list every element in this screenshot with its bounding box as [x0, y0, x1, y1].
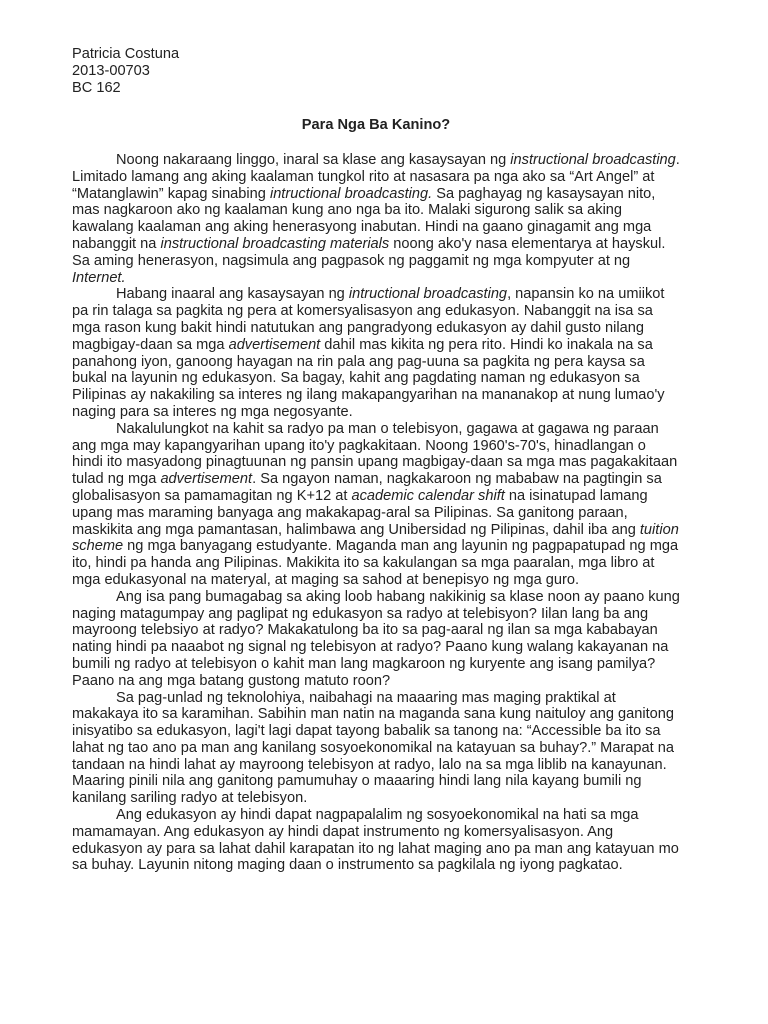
italic-term: tuition scheme [72, 521, 679, 555]
body-paragraph [72, 589, 680, 690]
text-run: Habang inaaral ang kasaysayan ng [116, 286, 349, 303]
text-run: . Limitado lamang ang aking kaalaman tungkol rito at nasasara pa nga ako sa “Art Angel” at “Matanglawin” kapag sinabing [72, 152, 680, 202]
italic-term: Internet. [72, 269, 126, 286]
body-paragraph [72, 690, 680, 808]
text-run: Noong nakaraang linggo, inaral sa klase ang kasaysayan ng [116, 152, 511, 168]
author-block [72, 46, 680, 97]
body-paragraph [72, 421, 680, 589]
text-run: Ang isa pang bumagabag sa aking loob habang nakikinig sa klase noon ay paano kung naging matagumpay ang paglipat ng edukasyon sa radyo at telebisyon? Iilan lang ba ang mayroong telebsiyo at radyo? Makakatulong ba ito sa pag-aaral ng ilan sa mga kababayan nating hindi pa naaabot ng signal ng telebisyon at radyo? Paano kung walang kakayanan na bumili ng radyo at telebisyon o kahit man lang magkaroon ng kuryente ang isang pamilya? Paano na ang mga batang gustong matuto roon? [72, 588, 680, 689]
essay-title: Para Nga Ba Kanino? [301, 117, 451, 133]
body-paragraph [72, 286, 680, 420]
body-paragraph [72, 807, 680, 874]
italic-term: instructional broadcasting materials [160, 235, 390, 252]
text-run: ng mga banyagang estudyante. Maganda man ang layunin ng pagpapatupad ng mga ito, hindi pa handa ang Pilipinas. Makikita ito sa kakulangan sa mga paaralan, mga libro at mga edukasyonal na materyal, at maging sa sahod at benepisyo ng mga guro. [72, 538, 679, 588]
text-run: Sa pag-unlad ng teknolohiya, naibahagi na maaaring mas maging praktikal at makakaya ito sa karamihan. Sabihin man natin na maganda sana kung naituloy ang ganitong inisyatibo sa edukasyon, lagi't lagi dapat tayong babalik sa tanong na: “Accessible ba ito sa lahat ng tao ano pa man ang kanilang sosyoekonomikal na katayuan sa buhay?.” Marapat na tandaan na hindi lahat ay mayroong telebisyon at radyo, lalo na sa mga liblib na kanayunan. Maaring pinili nila ang ganitong pamumuhay o maaaring hindi lang nila kayang bumili ng kanilang sariling radyo at telebisyon. [72, 689, 674, 807]
text-run: Ang edukasyon ay hindi dapat nagpapalalim ng sosyoekonomikal na hati sa mga mamamayan. Ang edukasyon ay hindi dapat instrumento ng komersyalisasyon. Ang edukasyon ay para sa lahat dahil karapatan ito ng lahat maging ano pa man ang katayuan mo sa buhay. Layunin nitong maging daan o instrumento sa pagkilala ng iyong pagkatao. [72, 807, 679, 874]
italic-term: intructional broadcasting. [269, 185, 433, 202]
text-run: Sa paghayag ng kasaysayan nito, mas nagkaroon ako ng kaalaman kung ano nga ba ito. Malaki sigurong salik sa aking kawalang kaalaman ang aking henerasyong inabutan. Hindi na gaano ginagamit ang mga nabanggit na [72, 185, 656, 252]
body-paragraph [72, 152, 680, 286]
italic-term: advertisement [228, 336, 321, 353]
italic-term: intructional broadcasting [348, 286, 508, 303]
text-run: na isinatupad lamang upang mas maraming banyaga ang makakapag-aral sa Pilipinas. Sa ganitong paraan, maskikita ang mga pamantasan, halimbawa ang Unibersidad ng Pilipinas, dahil iba ang [72, 487, 648, 538]
text-run: Nakalulungkot na kahit sa radyo pa man o telebisyon, gagawa at gagawa ng paraan ang mga may kapangyarihan upang ito'y pagkakitaan. Noong 1960's-70's, hinadlangan o hindi ito masyadong pinagtuunan ng pansin upang magbigay-daan sa mga mas pagakakitaan tulad ng mga [72, 420, 678, 488]
italic-term: instructional broadcasting [510, 152, 676, 168]
text-run: noong ako'y nasa elementarya at hayskul. Sa aming henerasyon, nagsimula ang pagpasok ng paggamit ng mga kompyuter at ng [72, 235, 666, 269]
essay-body [72, 152, 680, 874]
italic-term: advertisement [160, 471, 253, 488]
italic-term: academic calendar shift [351, 487, 505, 504]
text-run: . Sa ngayon naman, nagkakaroon ng mababaw na pagtingin sa globalisasyon sa pamamagitan ng K+12 at [72, 471, 662, 504]
text-run: dahil mas kikita ng pera rito. Hindi ko inakala na sa panahong iyon, ganoong hayagan na rin pala ang pag-uuna sa pagkita ng pera kaysa sa bukal na layunin ng edukasyon. Sa bagay, kahit ang pagdating naman ng edukasyon sa Pilipinas ay nakakiling sa interes ng ilang makapangyarihan na mananakop at nung lumao'y naging para sa interes ng mga negosyante. [72, 336, 665, 420]
course-code: BC 162 [72, 80, 121, 96]
text-run: , napansin ko na umiikot pa rin talaga sa pagkita ng pera at komersyalisasyon ang edukasyon. Nabanggit na isa sa mga rason kung bakit hindi natutukan ang pangradyong edukasyon ay dahil gusto nilang magbigay-daan sa mga [72, 286, 665, 353]
student-id: 2013-00703 [72, 63, 150, 79]
author-name: Patricia Costuna [72, 46, 180, 62]
